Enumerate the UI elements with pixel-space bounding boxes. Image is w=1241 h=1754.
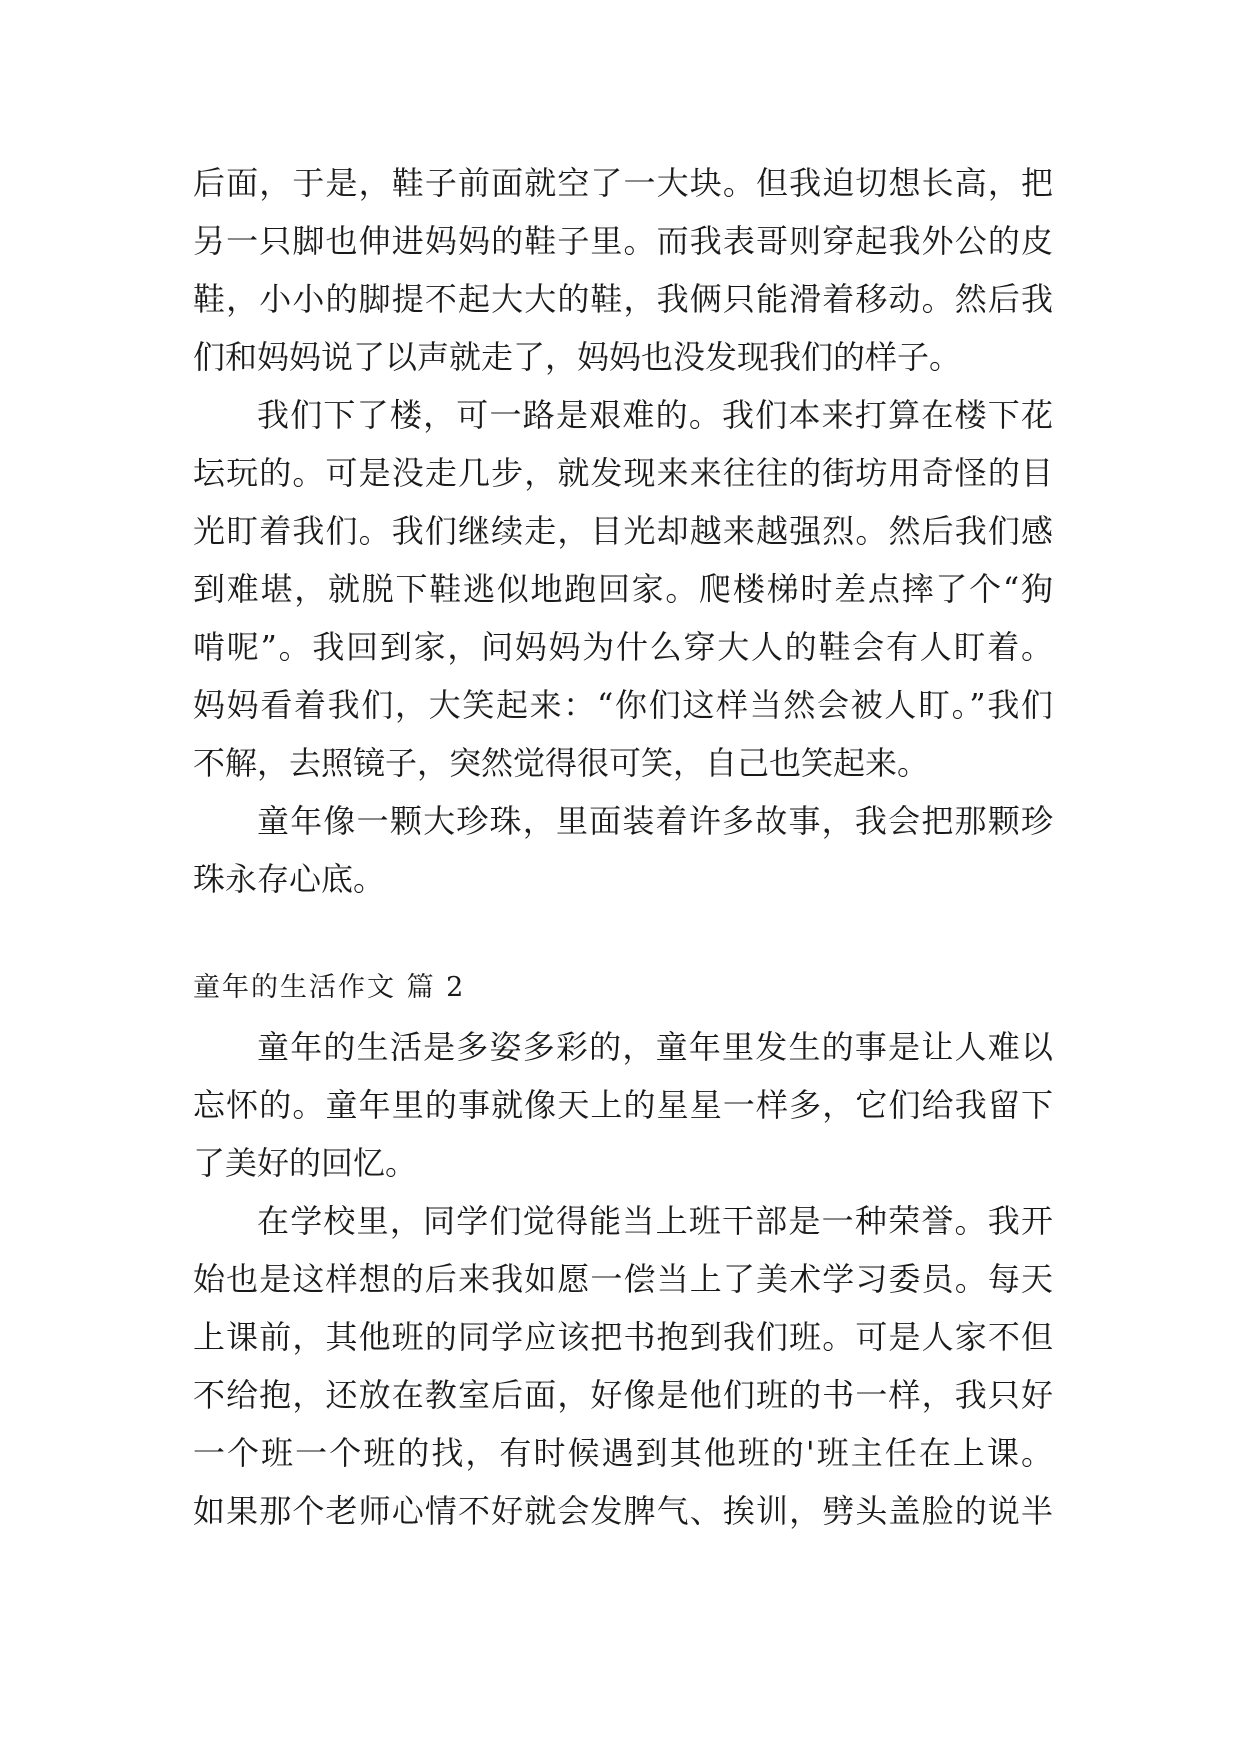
paragraph-line: 妈妈看着我们，大笑起来：“你们这样当然会被人盯。”我们	[193, 686, 1053, 724]
paragraph-line: 如果那个老师心情不好就会发脾气、挨训，劈头盖脸的说半	[193, 1492, 1053, 1530]
paragraph-line: 啃呢”。我回到家，问妈妈为什么穿大人的鞋会有人盯着。	[193, 628, 1053, 666]
paragraph-line: 童年像一颗大珍珠，里面装着许多故事，我会把那颗珍	[257, 802, 1053, 840]
paragraph-line: 珠永存心底。	[193, 860, 386, 898]
paragraph-line: 到难堪，就脱下鞋逃似地跑回家。爬楼梯时差点摔了个“狗	[193, 570, 1053, 608]
paragraph-line: 上课前，其他班的同学应该把书抱到我们班。可是人家不但	[193, 1318, 1053, 1356]
paragraph-line: 在学校里，同学们觉得能当上班干部是一种荣誉。我开	[257, 1202, 1053, 1240]
paragraph-line: 了美好的回忆。	[193, 1144, 418, 1182]
paragraph-line: 一个班一个班的找，有时候遇到其他班的'班主任在上课。	[193, 1434, 1053, 1472]
paragraph-line: 另一只脚也伸进妈妈的鞋子里。而我表哥则穿起我外公的皮	[193, 222, 1053, 260]
paragraph-line: 不解，去照镜子，突然觉得很可笑，自己也笑起来。	[193, 744, 930, 782]
section-heading: 童年的生活作文 篇 2	[193, 972, 466, 1003]
paragraph-line: 不给抱，还放在教室后面，好像是他们班的书一样，我只好	[193, 1376, 1053, 1414]
paragraph-line: 鞋，小小的脚提不起大大的鞋，我俩只能滑着移动。然后我	[193, 280, 1053, 318]
paragraph-line: 们和妈妈说了以声就走了，妈妈也没发现我们的样子。	[193, 338, 962, 376]
paragraph-line: 忘怀的。童年里的事就像天上的星星一样多，它们给我留下	[193, 1086, 1053, 1124]
paragraph-line: 光盯着我们。我们继续走，目光却越来越强烈。然后我们感	[193, 512, 1053, 550]
paragraph-line: 后面，于是，鞋子前面就空了一大块。但我迫切想长高，把	[193, 164, 1053, 202]
paragraph-line: 坛玩的。可是没走几步，就发现来来往往的街坊用奇怪的目	[193, 454, 1053, 492]
paragraph-line: 童年的生活是多姿多彩的，童年里发生的事是让人难以	[257, 1028, 1053, 1066]
paragraph-line: 始也是这样想的后来我如愿一偿当上了美术学习委员。每天	[193, 1260, 1053, 1298]
paragraph-line: 我们下了楼，可一路是艰难的。我们本来打算在楼下花	[257, 396, 1053, 434]
